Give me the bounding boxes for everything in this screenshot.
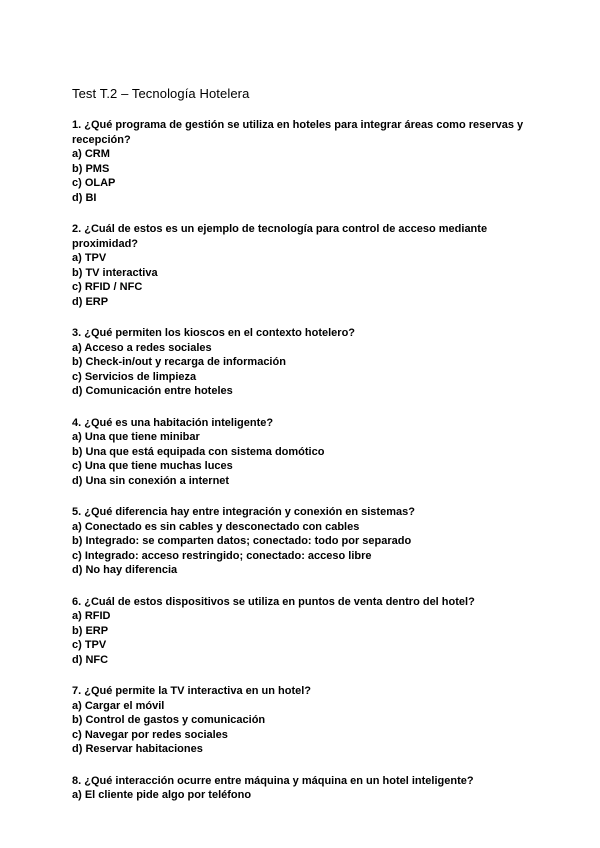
answer-option-a: a) TPV bbox=[72, 252, 107, 264]
answer-option-c: c) OLAP bbox=[72, 177, 116, 189]
answer-option-a: a) Cargar el móvil bbox=[72, 699, 165, 712]
question-5 bbox=[72, 505, 542, 578]
answer-option-a: a) RFID bbox=[72, 610, 111, 622]
answer-option-d: d) No hay diferencia bbox=[72, 564, 178, 576]
question-3 bbox=[72, 326, 542, 399]
question-text: 5. ¿Qué diferencia hay entre integración y conexión en sistemas? bbox=[72, 506, 415, 518]
answer-option-b: b) Check-in/out y recarga de información bbox=[72, 356, 286, 368]
answer-option-a: a) Acceso a redes sociales bbox=[72, 341, 212, 354]
document-title: Test T.2 – Tecnología Hotelera bbox=[72, 86, 250, 101]
question-7 bbox=[72, 684, 542, 757]
answer-option-c: c) TPV bbox=[72, 639, 107, 651]
question-2 bbox=[72, 222, 542, 309]
answer-option-c: c) Integrado: acceso restringido; conectado: acceso libre bbox=[72, 549, 372, 562]
answer-option-d: d) Una sin conexión a internet bbox=[72, 474, 230, 487]
question-text: 3. ¿Qué permiten los kioscos en el contexto hotelero? bbox=[72, 327, 356, 339]
answer-option-b: b) PMS bbox=[72, 162, 110, 175]
question-text: 1. ¿Qué programa de gestión se utiliza en hoteles para integrar áreas como reservas y recepción? bbox=[72, 119, 524, 146]
answer-option-a: a) CRM bbox=[72, 148, 110, 160]
answer-option-d: d) Comunicación entre hoteles bbox=[72, 385, 233, 397]
answer-option-a: a) Conectado es sin cables y desconectado con cables bbox=[72, 520, 360, 533]
answer-option-d: d) BI bbox=[72, 191, 97, 204]
answer-option-b: b) Integrado: se comparten datos; conectado: todo por separado bbox=[72, 535, 412, 547]
question-text: 4. ¿Qué es una habitación inteligente? bbox=[72, 416, 274, 429]
answer-option-b: b) ERP bbox=[72, 624, 109, 637]
answer-option-b: b) TV interactiva bbox=[72, 266, 158, 279]
question-8 bbox=[72, 774, 542, 803]
question-1 bbox=[72, 118, 542, 205]
answer-option-b: b) Control de gastos y comunicación bbox=[72, 714, 266, 726]
answer-option-b: b) Una que está equipada con sistema domótico bbox=[72, 445, 325, 458]
question-text: 8. ¿Qué interacción ocurre entre máquina y máquina en un hotel inteligente? bbox=[72, 774, 474, 787]
answer-option-d: d) NFC bbox=[72, 653, 109, 666]
answer-option-c: c) Servicios de limpieza bbox=[72, 370, 197, 383]
answer-option-a: a) El cliente pide algo por teléfono bbox=[72, 789, 252, 801]
question-text: 7. ¿Qué permite la TV interactiva en un hotel? bbox=[72, 685, 311, 697]
answer-option-c: c) Navegar por redes sociales bbox=[72, 728, 228, 741]
answer-option-c: c) RFID / NFC bbox=[72, 281, 143, 293]
question-6 bbox=[72, 595, 542, 668]
document-page bbox=[72, 86, 542, 820]
answer-option-a: a) Una que tiene minibar bbox=[72, 431, 200, 443]
answer-option-d: d) ERP bbox=[72, 295, 109, 308]
question-4 bbox=[72, 416, 542, 489]
question-text: 2. ¿Cuál de estos es un ejemplo de tecnología para control de acceso mediante proximidad? bbox=[72, 223, 488, 250]
answer-option-d: d) Reservar habitaciones bbox=[72, 743, 203, 755]
answer-option-c: c) Una que tiene muchas luces bbox=[72, 460, 233, 472]
question-text: 6. ¿Cuál de estos dispositivos se utiliza en puntos de venta dentro del hotel? bbox=[72, 595, 475, 608]
